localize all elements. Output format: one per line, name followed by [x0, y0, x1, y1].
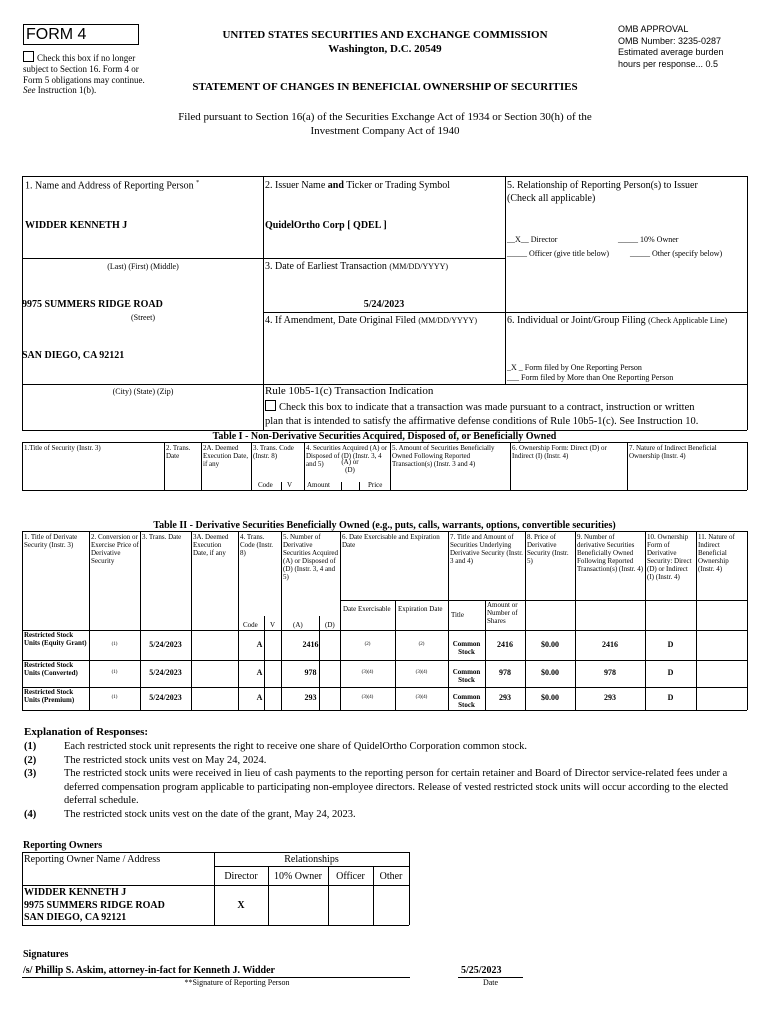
- filing-option-one[interactable]: _X _ Form filed by One Reporting Person: [507, 363, 642, 372]
- owners-header-name: Reporting Owner Name / Address: [24, 854, 161, 865]
- t2-cell-form: D: [667, 668, 674, 677]
- owners-header-ten-pct: 10% Owner: [273, 871, 323, 882]
- t1-sub-code: Code: [258, 481, 273, 489]
- t2-cell-exp: (3)(4): [415, 670, 428, 675]
- box6-label: 6. Individual or Joint/Group Filing (Check Applicable Line): [507, 315, 728, 326]
- t2-cell-title: Restricted Stock Units (Premium): [24, 688, 75, 705]
- reporting-person-city: SAN DIEGO, CA 92121: [22, 350, 125, 361]
- t2-col-deemed: 3A. Deemed Execution Date, if any: [193, 533, 229, 558]
- t2-cell-title: Restricted Stock Units (Equity Grant): [24, 631, 87, 648]
- t2-col-date: 3. Trans. Date: [142, 533, 182, 541]
- t1-sub-price: Price: [368, 481, 383, 489]
- t1-sub-amount: Amount: [307, 481, 330, 489]
- explanation-list: [24, 740, 749, 821]
- t2-cell-code: A: [256, 668, 263, 677]
- reporting-person-name: WIDDER KENNETH J: [25, 220, 128, 231]
- t2-cell-price: $0.00: [541, 640, 559, 649]
- t1-col-acquired: 4. Securities Acquired (A) or Disposed of (D) (Instr. 3, 4 and 5): [306, 444, 388, 469]
- t2-sub-amount: Amount or Number of Shares: [487, 601, 518, 626]
- t2-col-price: 8. Price of Derivative Security (Instr. 5): [527, 533, 569, 566]
- signature-label: **Signature of Reporting Person: [184, 978, 290, 987]
- t2-cell-ex: (2): [364, 642, 371, 647]
- rule-10b5-checkbox[interactable]: [265, 400, 276, 411]
- t2-cell-code: A: [256, 693, 263, 702]
- box3-label: 3. Date of Earliest Transaction (MM/DD/YYYY): [265, 261, 449, 272]
- t1-col-date: 2. Trans. Date: [166, 444, 191, 461]
- t2-col-code: 4. Trans. Code (Instr. 8): [240, 533, 274, 558]
- explanation-item: (1) Each restricted stock unit represents the right to receive one share of QuidelOrtho Corporation common stock.: [24, 741, 528, 752]
- date-label: Date: [482, 978, 499, 987]
- t2-cell-form: D: [667, 693, 674, 702]
- t2-col-owned: 9. Number of derivative Securities Beneficially Owned Following Reported Transaction(s) (Instr. 4): [577, 533, 644, 574]
- box5-label: 5. Relationship of Reporting Person(s) to Issuer (Check all applicable): [507, 180, 698, 204]
- t2-cell-exp: (2): [418, 642, 425, 647]
- t2-col-underlying: 7. Title and Amount of Securities Underlying Derivative Security (Instr. 3 and 4): [450, 533, 523, 566]
- t2-col-title: 1. Title of Derivate Security (Instr. 3): [24, 533, 78, 550]
- t2-cell-amt: 293: [499, 693, 511, 702]
- t2-cell-a: 2416: [302, 640, 319, 649]
- box4-label: 4. If Amendment, Date Original Filed (MM/DD/YYYY): [265, 315, 477, 326]
- t2-col-nature: 11. Nature of Indirect Beneficial Ownership (Instr. 4): [698, 533, 735, 574]
- explanation-item: (4) The restricted stock units vest on the date of the grant, May 24, 2023.: [24, 808, 356, 820]
- ten-pct-owner-checkbox[interactable]: _____ 10% Owner: [618, 235, 679, 244]
- director-checkbox[interactable]: __X__ Director: [507, 235, 558, 244]
- filing-option-multiple[interactable]: ___ Form filed by More than One Reporting Person: [507, 373, 674, 382]
- t2-cell-utitle: Common Stock: [452, 640, 481, 657]
- t1-col-code: 3. Trans. Code (Instr. 8): [253, 444, 294, 461]
- explanation-item: (3) The restricted stock units were received in lieu of cash payments to the reporting person for certain retainer and Board of Director service-related fees under a deferred compensation program applicable to participating non-employee directors. Release of vested restricted stock units will occur according to the elected deferral schedule.: [24, 768, 729, 806]
- owners-header-officer: Officer: [336, 871, 365, 882]
- t1-sub-ad: (A) or (D): [341, 458, 359, 475]
- no-longer-subject-checkbox[interactable]: [23, 51, 34, 62]
- table1-title: Table I - Non-Derivative Securities Acquired, Disposed of, or Beneficially Owned: [212, 431, 557, 442]
- box2-label: 2. Issuer Name and Ticker or Trading Symbol: [265, 180, 451, 191]
- t2-cell-form: D: [667, 640, 674, 649]
- t2-sub-d: (D): [325, 621, 335, 629]
- city-sub-label: (City) (State) (Zip): [112, 387, 174, 396]
- t2-sub-exp: Expiration Date: [398, 605, 443, 613]
- t2-cell-code: A: [256, 640, 263, 649]
- t1-col-deemed: 2A. Deemed Execution Date, if any: [203, 444, 249, 469]
- earliest-transaction-date: 5/24/2023: [363, 299, 405, 310]
- t2-cell-owned: 978: [604, 668, 616, 677]
- t2-sub-a: (A): [293, 621, 303, 629]
- t2-cell-a: 978: [304, 668, 317, 677]
- omb-approval: OMB APPROVAL OMB Number: 3235-0287 Estimated average burden hours per response... 0.5: [618, 24, 724, 69]
- form-check-notice: Check this box if no longer subject to Section 16. Form 4 or Form 5 obligations may continue. See Instruction 1(b).: [23, 53, 145, 96]
- t2-cell-conv: (1): [111, 695, 118, 700]
- t2-cell-date: 5/24/2023: [149, 693, 182, 702]
- t2-sub-date-ex: Date Exercisable: [343, 605, 391, 613]
- other-checkbox[interactable]: _____ Other (specify below): [630, 249, 723, 258]
- form-title: FORM 4: [23, 24, 139, 45]
- t2-cell-amt: 978: [499, 668, 511, 677]
- rule-10b5-text: Check this box to indicate that a transaction was made pursuant to a contract, instruction or written plan that is intended to satisfy the affirmative defense conditions of Rule 10b5-1(c). See Instruction 10.: [265, 402, 699, 427]
- t2-cell-date: 5/24/2023: [149, 668, 182, 677]
- owners-header-other: Other: [379, 871, 403, 882]
- t1-sub-v: V: [287, 481, 293, 489]
- t2-cell-conv: (1): [111, 670, 118, 675]
- t2-sub-code: Code: [243, 621, 258, 629]
- t2-cell-conv: (1): [111, 642, 118, 647]
- t2-col-number: 5. Number of Derivative Securities Acquired (A) or Disposed of (D) (Instr. 3, 4 and 5): [283, 533, 339, 582]
- t2-cell-ex: (3)(4): [361, 670, 374, 675]
- owners-header-relationships: Relationships: [284, 854, 339, 865]
- signature-date: 5/25/2023: [461, 965, 502, 976]
- signatures-title: Signatures: [23, 949, 69, 960]
- t2-cell-title: Restricted Stock Units (Converted): [24, 661, 78, 678]
- t2-col-conversion: 2. Conversion or Exercise Price of Derivative Security: [91, 533, 139, 566]
- t2-cell-owned: 2416: [602, 640, 618, 649]
- officer-checkbox[interactable]: _____ Officer (give title below): [507, 249, 610, 258]
- t2-col-exercisable: 6. Date Exercisable and Expiration Date: [342, 533, 440, 550]
- owner-director-mark: X: [237, 900, 245, 911]
- statement-title: STATEMENT OF CHANGES IN BENEFICIAL OWNERSHIP OF SECURITIES: [192, 81, 578, 93]
- t2-cell-amt: 2416: [497, 640, 513, 649]
- table2-title: Table II - Derivative Securities Beneficially Owned (e.g., puts, calls, warrants, options, convertible securities): [153, 520, 616, 531]
- rule-10b5-title: Rule 10b5-1(c) Transaction Indication: [265, 385, 434, 397]
- t1-col-amount: 5. Amount of Securities Beneficially Owned Following Reported Transaction(s) (Instr. 3 and 4): [392, 444, 495, 469]
- reporting-owners-title: Reporting Owners: [23, 840, 103, 851]
- box1-label: 1. Name and Address of Reporting Person *: [25, 180, 200, 192]
- t2-col-ownership-form: 10. Ownership Form of Derivative Security: Direct (D) or Indirect (I) (Instr. 4): [647, 533, 692, 582]
- reporting-person-street: 9975 SUMMERS RIDGE ROAD: [22, 299, 163, 310]
- t2-cell-utitle: Common Stock: [452, 693, 481, 710]
- t2-cell-date: 5/24/2023: [149, 640, 182, 649]
- t1-col-nature: 7. Nature of Indirect Beneficial Ownership (Instr. 4): [629, 444, 717, 461]
- t2-cell-exp: (3)(4): [415, 695, 428, 700]
- issuer-name: QuidelOrtho Corp [ QDEL ]: [265, 220, 387, 231]
- filed-pursuant: Filed pursuant to Section 16(a) of the Securities Exchange Act of 1934 or Section 30(h) of the Investment Company Act of 1940: [178, 111, 592, 137]
- owner-address: WIDDER KENNETH J 9975 SUMMERS RIDGE ROAD SAN DIEGO, CA 92121: [24, 887, 165, 923]
- owners-header-director: Director: [224, 871, 258, 882]
- t2-cell-owned: 293: [604, 693, 616, 702]
- t2-cell-utitle: Common Stock: [452, 668, 481, 685]
- signature-text: /s/ Phillip S. Askim, attorney-in-fact for Kenneth J. Widder: [23, 965, 275, 976]
- name-sub-label: (Last) (First) (Middle): [107, 262, 179, 271]
- t2-sub-title: Title: [451, 611, 464, 619]
- agency-name: UNITED STATES SECURITIES AND EXCHANGE COMMISSION: [222, 29, 548, 41]
- t2-cell-price: $0.00: [541, 693, 559, 702]
- t1-col-title: 1.Title of Security (Instr. 3): [24, 444, 101, 452]
- street-sub-label: (Street): [131, 313, 155, 322]
- t2-cell-a: 293: [304, 693, 317, 702]
- explanation-title: Explanation of Responses:: [24, 726, 149, 738]
- t2-cell-price: $0.00: [541, 668, 559, 677]
- agency-city: Washington, D.C. 20549: [328, 43, 442, 55]
- t2-cell-ex: (3)(4): [361, 695, 374, 700]
- explanation-item: (2) The restricted stock units vest on May 24, 2024.: [24, 754, 267, 766]
- t2-sub-v: V: [270, 621, 276, 629]
- t1-col-ownership: 6. Ownership Form: Direct (D) or Indirect (I) (Instr. 4): [512, 444, 607, 461]
